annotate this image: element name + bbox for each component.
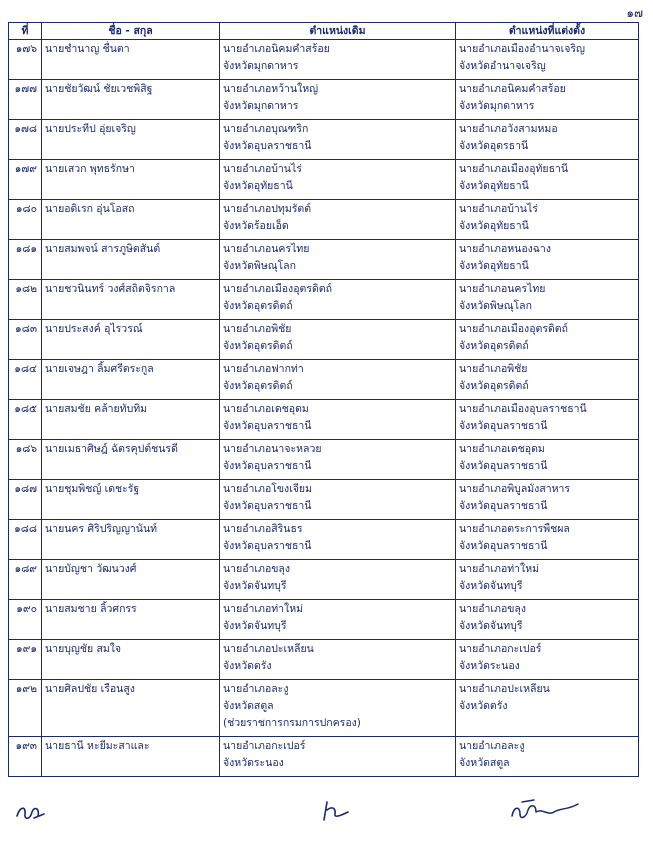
old-position [220, 480, 456, 520]
position-title: นายอำเภอพิชัย [223, 323, 292, 335]
position-title: นายอำเภอพิบูลมังสาหาร [459, 483, 571, 495]
new-position [456, 80, 639, 120]
table-row [9, 360, 639, 400]
row-number: ๑๘๘ [9, 520, 42, 560]
old-position [220, 320, 456, 360]
table-header-row [9, 23, 639, 40]
old-position [220, 40, 456, 80]
row-number: ๑๘๙ [9, 560, 42, 600]
old-position [220, 280, 456, 320]
table-row [9, 737, 639, 777]
position-note: (ช่วยราชการกรมการปกครอง) [223, 717, 361, 729]
row-number: ๑๘๑ [9, 240, 42, 280]
person-name: นายบุญชัย สมใจ [42, 640, 220, 680]
position-title: นายอำเภอวังสามหมอ [459, 123, 558, 135]
position-title: นายอำเภอปทุมรัตต์ [223, 203, 312, 215]
position-province: จังหวัดอุทัยธานี [459, 220, 529, 232]
person-name: นายบัญชา วัฒนวงศ์ [42, 560, 220, 600]
position-province: จังหวัดอุบลราชธานี [223, 540, 312, 552]
signature-mark-center [318, 798, 354, 824]
person-name: นายประทีป อุ่ยเจริญ [42, 120, 220, 160]
position-province: จังหวัดอุดรธานี [459, 140, 529, 152]
position-province: จังหวัดอุทัยธานี [459, 260, 529, 272]
new-position [456, 160, 639, 200]
row-number: ๑๘๗ [9, 480, 42, 520]
table-row [9, 320, 639, 360]
position-title: นายอำเภอบ้านไร่ [223, 163, 302, 175]
table-row [9, 560, 639, 600]
person-name: นายชัยวัฒน์ ชัยเวชพิสิฐ [42, 80, 220, 120]
position-title: นายอำเภอหว้านใหญ่ [223, 83, 319, 95]
position-title: นายอำเภอเมืองอุตรดิตถ์ [459, 323, 568, 335]
row-number: ๑๘๕ [9, 400, 42, 440]
position-province: จังหวัดมุกดาหาร [459, 100, 535, 112]
table-row [9, 160, 639, 200]
position-title: นายอำเภอเดชอุดม [459, 443, 545, 455]
position-province: จังหวัดอุบลราชธานี [459, 540, 548, 552]
position-title: นายอำเภอเมืองอุบลราชธานี [459, 403, 587, 415]
position-title: นายอำเภอนิคมคำสร้อย [223, 43, 330, 55]
table-row [9, 200, 639, 240]
position-title: นายอำเภอขลุง [223, 563, 290, 575]
table-row [9, 640, 639, 680]
table-row [9, 40, 639, 80]
position-province: จังหวัดอุบลราชธานี [459, 500, 548, 512]
new-position [456, 737, 639, 777]
person-name: นายชุมพิชญ์ เดชะรัฐ [42, 480, 220, 520]
row-number: ๑๙๒ [9, 680, 42, 737]
person-name: นายธานี หะยีมะสาและ [42, 737, 220, 777]
position-province: จังหวัดระนอง [459, 660, 520, 672]
old-position [220, 737, 456, 777]
person-name: นายเจษฎา ลิ้มศรีตระกูล [42, 360, 220, 400]
new-position [456, 40, 639, 80]
table-row [9, 400, 639, 440]
position-province: จังหวัดอุตรดิตถ์ [459, 380, 529, 392]
position-title: นายอำเภอขลุง [459, 603, 526, 615]
position-province: จังหวัดอำนาจเจริญ [459, 60, 546, 72]
person-name: นายประสงค์ อุไรวรณ์ [42, 320, 220, 360]
table-row [9, 280, 639, 320]
position-title: นายอำเภอกะเปอร์ [459, 643, 542, 655]
person-name: นายอดิเรก อุ่นโอสถ [42, 200, 220, 240]
old-position [220, 80, 456, 120]
header-no: ที่ [9, 23, 42, 40]
signature-mark-left [14, 802, 48, 824]
row-number: ๑๘๓ [9, 320, 42, 360]
person-name: นายสมชาย ลิ้วศกรร [42, 600, 220, 640]
position-title: นายอำเภอหนองฉาง [459, 243, 551, 255]
position-title: นายอำเภอเดชอุดม [223, 403, 309, 415]
position-province: จังหวัดอุบลราชธานี [459, 420, 548, 432]
new-position [456, 480, 639, 520]
person-name: นายชวนินทร์ วงศ์สถิตจิรกาล [42, 280, 220, 320]
position-province: จังหวัดอุตรดิตถ์ [223, 300, 293, 312]
position-province: จังหวัดพิษณุโลก [459, 300, 532, 312]
position-title: นายอำเภอนิคมคำสร้อย [459, 83, 566, 95]
row-number: ๑๘๖ [9, 440, 42, 480]
person-name: นายสมชัย คล้ายทับทิม [42, 400, 220, 440]
position-province: จังหวัดจันทบุรี [223, 580, 287, 592]
position-title: นายอำเภอปะเหลียน [459, 683, 550, 695]
old-position [220, 600, 456, 640]
signature-area [0, 790, 653, 830]
person-name: นายศิลปชัย เรือนสูง [42, 680, 220, 737]
person-name: นายเมธาศิษฎ์ ฉัตรคุปต์ชนรดี [42, 440, 220, 480]
new-position [456, 200, 639, 240]
page-number: ๑๗ [626, 6, 643, 20]
old-position [220, 120, 456, 160]
position-province: จังหวัดมุกดาหาร [223, 60, 299, 72]
position-province: จังหวัดจันทบุรี [459, 580, 523, 592]
old-position [220, 680, 456, 737]
old-position [220, 440, 456, 480]
position-title: นายอำเภอเมืองอุตรดิตถ์ [223, 283, 332, 295]
position-province: จังหวัดอุบลราชธานี [223, 460, 312, 472]
table-row [9, 440, 639, 480]
position-province: จังหวัดร้อยเอ็ด [223, 220, 289, 232]
new-position [456, 680, 639, 737]
position-province: จังหวัดสตูล [223, 700, 274, 712]
position-title: นายอำเภอพิชัย [459, 363, 528, 375]
position-province: จังหวัดระนอง [223, 757, 284, 769]
position-province: จังหวัดจันทบุรี [223, 620, 287, 632]
position-title: นายอำเภอเมืองอำนาจเจริญ [459, 43, 585, 55]
old-position [220, 400, 456, 440]
position-province: จังหวัดอุบลราชธานี [223, 500, 312, 512]
new-position [456, 120, 639, 160]
row-number: ๑๗๖ [9, 40, 42, 80]
position-title: นายอำเภอโขงเจียม [223, 483, 313, 495]
new-position [456, 640, 639, 680]
row-number: ๑๗๗ [9, 80, 42, 120]
person-name: นายชำนาญ ชื่นตา [42, 40, 220, 80]
position-title: นายอำเภอปะเหลียน [223, 643, 314, 655]
position-title: นายอำเภอตระการพืชผล [459, 523, 570, 535]
table-row [9, 600, 639, 640]
position-province: จังหวัดสตูล [459, 757, 510, 769]
table-row [9, 120, 639, 160]
old-position [220, 160, 456, 200]
old-position [220, 200, 456, 240]
position-title: นายอำเภอสิรินธร [223, 523, 303, 535]
table-row [9, 480, 639, 520]
old-position [220, 640, 456, 680]
header-name: ชื่อ - สกุล [42, 23, 220, 40]
position-province: จังหวัดจันทบุรี [459, 620, 523, 632]
table-row [9, 240, 639, 280]
position-title: นายอำเภอกะเปอร์ [223, 740, 306, 752]
position-province: จังหวัดอุบลราชธานี [459, 460, 548, 472]
header-old-position: ตำแหน่งเดิม [220, 23, 456, 40]
position-province: จังหวัดพิษณุโลก [223, 260, 296, 272]
position-province: จังหวัดอุตรดิตถ์ [223, 340, 293, 352]
row-number: ๑๙๐ [9, 600, 42, 640]
position-title: นายอำเภอนาจะหลวย [223, 443, 322, 455]
appointment-table [8, 22, 639, 777]
new-position [456, 520, 639, 560]
position-province: จังหวัดมุกดาหาร [223, 100, 299, 112]
row-number: ๑๘๒ [9, 280, 42, 320]
new-position [456, 440, 639, 480]
position-title: นายอำเภอนครไทย [223, 243, 310, 255]
new-position [456, 280, 639, 320]
position-province: จังหวัดอุบลราชธานี [223, 420, 312, 432]
table-row [9, 80, 639, 120]
old-position [220, 240, 456, 280]
position-title: นายอำเภอละงู [223, 683, 289, 695]
new-position [456, 240, 639, 280]
position-title: นายอำเภอท่าใหม่ [223, 603, 304, 615]
row-number: ๑๘๔ [9, 360, 42, 400]
new-position [456, 600, 639, 640]
position-province: จังหวัดอุตรดิตถ์ [223, 380, 293, 392]
position-title: นายอำเภอท่าใหม่ [459, 563, 540, 575]
table-row [9, 520, 639, 560]
signature-mark-right [508, 796, 582, 824]
row-number: ๑๗๙ [9, 160, 42, 200]
position-province: จังหวัดอุทัยธานี [459, 180, 529, 192]
row-number: ๑๗๘ [9, 120, 42, 160]
position-province: จังหวัดอุบลราชธานี [223, 140, 312, 152]
new-position [456, 560, 639, 600]
new-position [456, 360, 639, 400]
person-name: นายสมพจน์ สารภูษิตสันต์ [42, 240, 220, 280]
person-name: นายนคร ศิริปริญญานันท์ [42, 520, 220, 560]
person-name: นายเสวก พุทธรักษา [42, 160, 220, 200]
new-position [456, 400, 639, 440]
table-row [9, 680, 639, 737]
position-title: นายอำเภอละงู [459, 740, 525, 752]
position-province: จังหวัดอุทัยธานี [223, 180, 293, 192]
position-province: จังหวัดตรัง [223, 660, 272, 672]
position-title: นายอำเภอบุณฑริก [223, 123, 309, 135]
old-position [220, 560, 456, 600]
new-position [456, 320, 639, 360]
row-number: ๑๙๑ [9, 640, 42, 680]
position-province: จังหวัดตรัง [459, 700, 508, 712]
row-number: ๑๘๐ [9, 200, 42, 240]
row-number: ๑๙๓ [9, 737, 42, 777]
header-new-position: ตำแหน่งที่แต่งตั้ง [456, 23, 639, 40]
old-position [220, 520, 456, 560]
position-title: นายอำเภอบ้านไร่ [459, 203, 538, 215]
position-title: นายอำเภอฟากท่า [223, 363, 304, 375]
position-title: นายอำเภอนครไทย [459, 283, 546, 295]
position-title: นายอำเภอเมืองอุทัยธานี [459, 163, 569, 175]
position-province: จังหวัดอุตรดิตถ์ [459, 340, 529, 352]
old-position [220, 360, 456, 400]
